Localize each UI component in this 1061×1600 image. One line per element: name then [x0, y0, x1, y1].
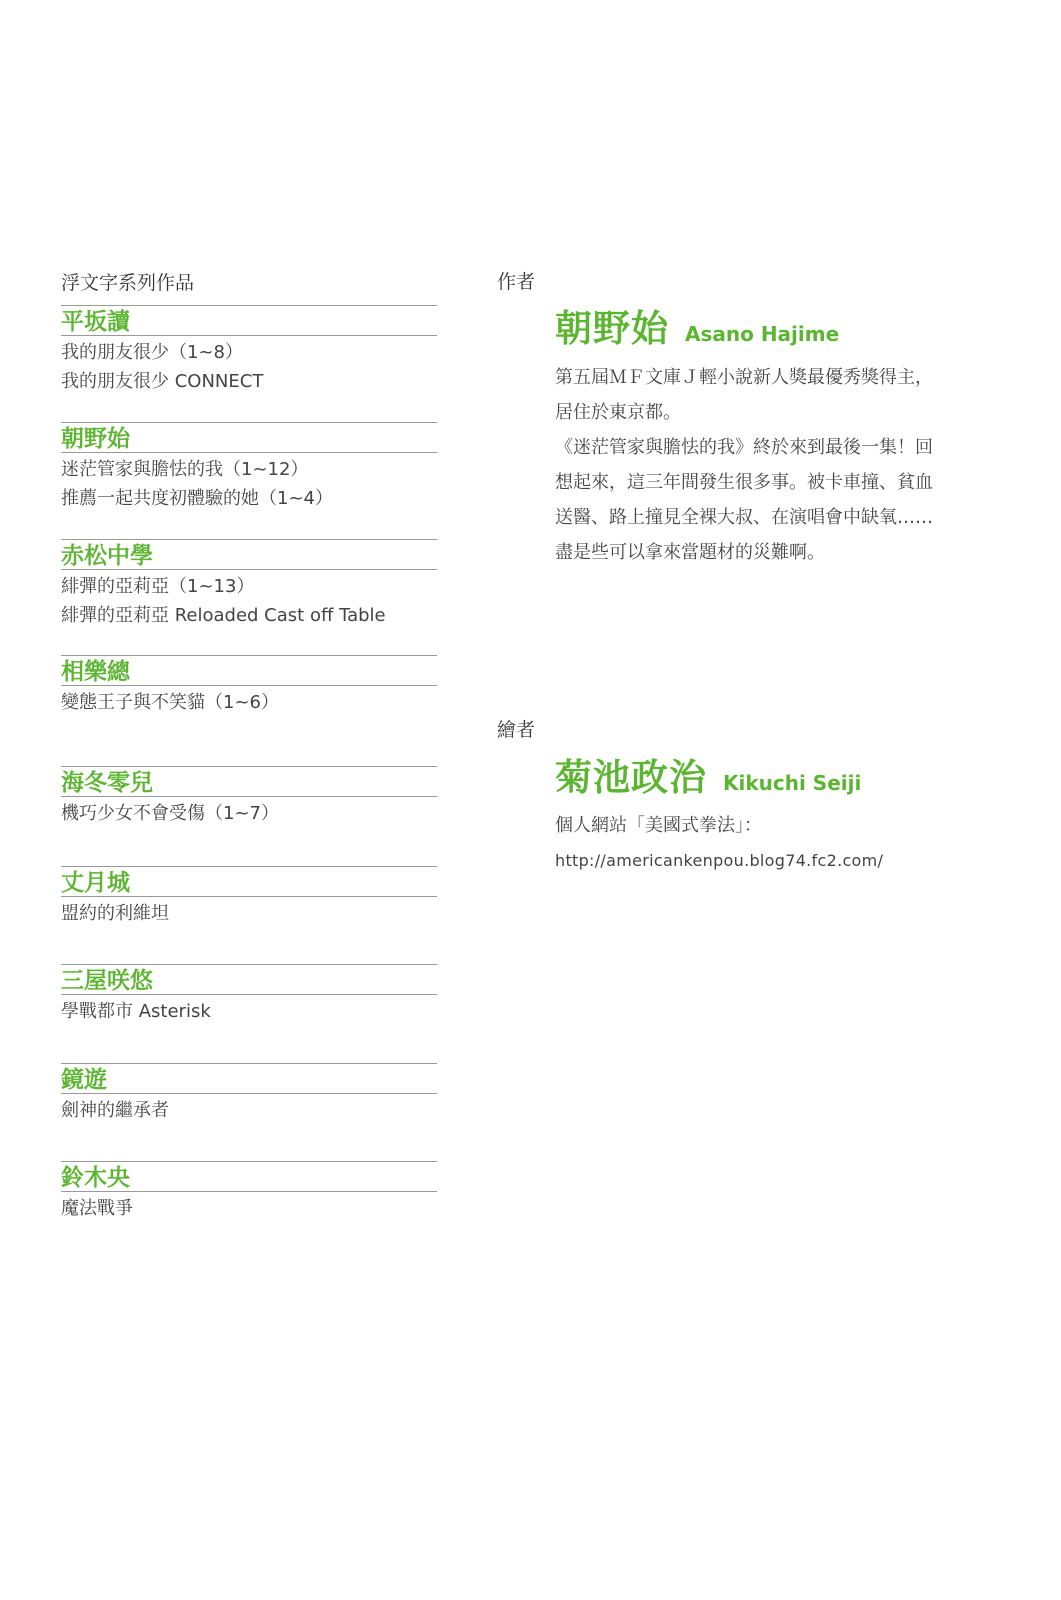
work-title: 劍神的繼承者 — [61, 1100, 169, 1121]
author-name: 朝野始 — [61, 422, 437, 453]
series-author-entry — [61, 422, 437, 513]
series-author-entry — [61, 1161, 437, 1223]
work-title: 學戰都市 Asterisk — [61, 1001, 211, 1022]
author-label: 作者 — [497, 271, 536, 293]
series-author-entry — [61, 866, 437, 928]
work-title: 緋彈的亞莉亞 Reloaded Cast off Table — [61, 605, 386, 626]
series-author-entry — [61, 305, 437, 396]
author-name: 鏡遊 — [61, 1063, 437, 1094]
work-title: 迷茫管家與膽怯的我（1~12） — [61, 459, 309, 480]
author-name: 海冬零兒 — [61, 766, 437, 797]
website-url[interactable]: http://americankenpou.blog74.fc2.com/ — [555, 851, 884, 870]
work-title: 我的朋友很少 CONNECT — [61, 371, 264, 392]
series-author-entry — [61, 1063, 437, 1125]
author-name: 相樂總 — [61, 655, 437, 686]
author-name: 三屋咲悠 — [61, 964, 437, 995]
bio-line: 第五屆ＭＦ文庫Ｊ輕小說新人獎最優秀獎得主， — [555, 367, 933, 388]
bio-line: 送醫、路上撞見全裸大叔、在演唱會中缺氧…… — [555, 507, 933, 528]
series-author-entry — [61, 964, 437, 1026]
work-title: 盟約的利維坦 — [61, 903, 169, 924]
series-author-entry — [61, 655, 437, 717]
work-title: 推薦一起共度初體驗的她（1~4） — [61, 488, 333, 509]
work-title: 我的朋友很少（1~8） — [61, 342, 243, 363]
bio-line: 《迷茫管家與膽怯的我》終於來到最後一集！回 — [555, 437, 933, 458]
author-name-zh: 朝野始 — [555, 307, 669, 350]
bio-line: 想起來，這三年間發生很多事。被卡車撞、貧血 — [555, 472, 933, 493]
author-name: 鈴木央 — [61, 1161, 437, 1192]
illustrator-name-zh: 菊池政治 — [555, 756, 707, 799]
author-name-block — [555, 298, 839, 352]
series-heading: 浮文字系列作品 — [61, 272, 195, 294]
illustrator-name-en: Kikuchi Seiji — [723, 771, 862, 795]
work-title: 機巧少女不會受傷（1~7） — [61, 803, 279, 824]
work-title: 緋彈的亞莉亞（1~13） — [61, 576, 255, 597]
series-author-entry — [61, 539, 437, 630]
illustrator-name-block — [555, 747, 861, 801]
bio-line: 居住於東京都。 — [555, 402, 681, 423]
work-title: 魔法戰爭 — [61, 1198, 133, 1219]
author-name-en: Asano Hajime — [685, 322, 840, 346]
author-name: 平坂讀 — [61, 305, 437, 336]
author-bio — [555, 360, 995, 570]
series-author-entry — [61, 766, 437, 828]
bio-line: 盡是些可以拿來當題材的災難啊。 — [555, 542, 825, 563]
work-title: 變態王子與不笑貓（1~6） — [61, 692, 279, 713]
illustrator-info — [555, 808, 995, 878]
author-name: 丈月城 — [61, 866, 437, 897]
site-label: 個人網站「美國式拳法」： — [555, 815, 762, 836]
illustrator-label: 繪者 — [497, 719, 536, 741]
author-name: 赤松中學 — [61, 539, 437, 570]
